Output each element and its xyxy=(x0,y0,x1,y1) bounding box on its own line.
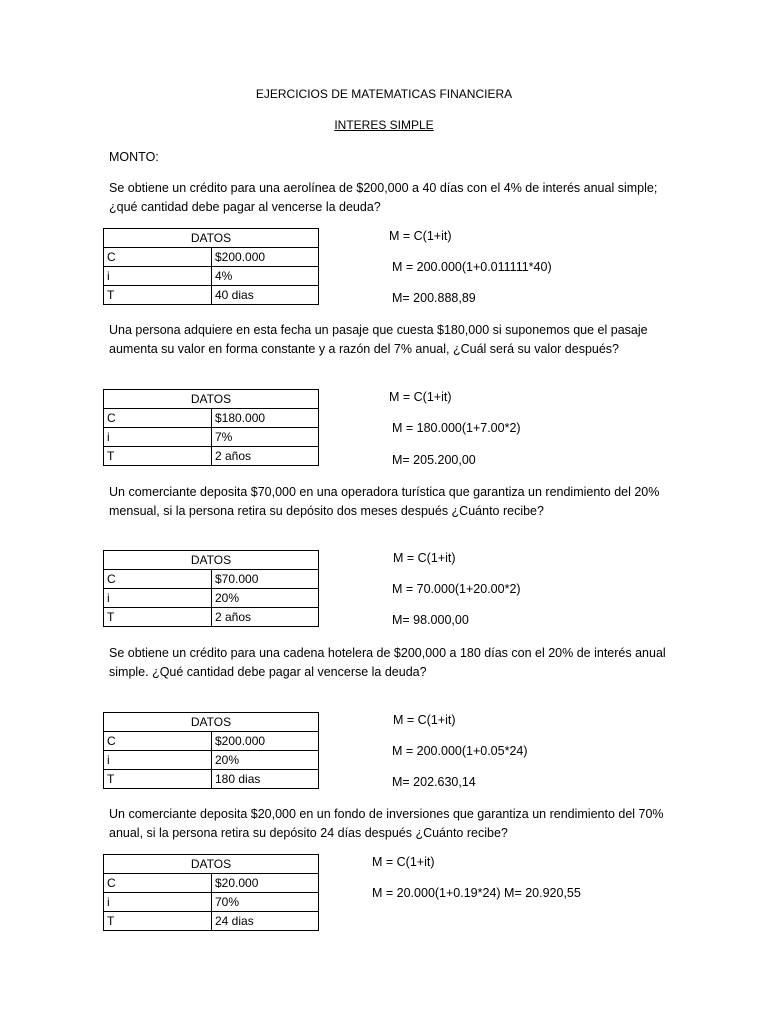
datos-value: 70% xyxy=(212,893,319,912)
document-title: EJERCICIOS DE MATEMATICAS FINANCIERA xyxy=(255,87,513,101)
datos-value: 24 dias xyxy=(212,912,319,931)
datos-table xyxy=(103,389,319,466)
datos-key: i xyxy=(104,428,212,447)
problem-text: Una persona adquiere en esta fecha un pasaje que cuesta $180,000 si suponemos que el pasaje aumenta su valor en forma constante y a razón del 7% anual, ¿Cuál será su valor después? xyxy=(109,323,648,356)
datos-table xyxy=(103,550,319,627)
datos-key: T xyxy=(104,286,212,305)
formula-line: M = C(1+it) xyxy=(389,229,452,243)
section-subtitle: INTERES SIMPLE xyxy=(334,118,434,132)
datos-key: T xyxy=(104,912,212,931)
datos-table xyxy=(103,854,319,931)
problem-text: Se obtiene un crédito para una cadena hotelera de $200,000 a 180 días con el 20% de interés anual simple. ¿Qué cantidad debe pagar al vencerse la deuda? xyxy=(109,646,666,679)
datos-value: 2 años xyxy=(212,447,319,466)
datos-key: i xyxy=(104,267,212,286)
datos-key: C xyxy=(104,409,212,428)
formula-line: M = 180.000(1+7.00*2) xyxy=(392,421,521,435)
datos-key: C xyxy=(104,874,212,893)
section-heading: MONTO: xyxy=(109,150,159,164)
datos-value: $70.000 xyxy=(212,570,319,589)
datos-key: T xyxy=(104,447,212,466)
datos-value: $200.000 xyxy=(212,732,319,751)
formula-line: M = C(1+it) xyxy=(372,855,435,869)
datos-header: DATOS xyxy=(104,229,319,248)
datos-key: T xyxy=(104,608,212,627)
formula-line: M = C(1+it) xyxy=(393,551,456,565)
formula-result: M= 205.200,00 xyxy=(392,453,476,467)
datos-value: 40 dias xyxy=(212,286,319,305)
datos-key: i xyxy=(104,751,212,770)
datos-key: i xyxy=(104,893,212,912)
problem-text: Se obtiene un crédito para una aerolínea de $200,000 a 40 días con el 4% de interés anual simple; ¿qué cantidad debe pagar al vencerse la deuda? xyxy=(109,181,658,214)
datos-value: $20.000 xyxy=(212,874,319,893)
formula-line: M = 200.000(1+0.05*24) xyxy=(392,744,528,758)
datos-key: C xyxy=(104,248,212,267)
formula-result: M= 202.630,14 xyxy=(392,775,476,789)
datos-value: $180.000 xyxy=(212,409,319,428)
formula-line: M = 200.000(1+0.011111*40) xyxy=(392,260,552,274)
datos-value: 7% xyxy=(212,428,319,447)
datos-key: i xyxy=(104,589,212,608)
datos-value: 2 años xyxy=(212,608,319,627)
datos-header: DATOS xyxy=(104,713,319,732)
problem-text: Un comerciante deposita $70,000 en una operadora turística que garantiza un rendimiento del 20% mensual, si la persona retira su depósito dos meses después ¿Cuánto recibe? xyxy=(109,485,660,518)
datos-header: DATOS xyxy=(104,390,319,409)
formula-result: M= 98.000,00 xyxy=(392,613,469,627)
datos-value: 180 dias xyxy=(212,770,319,789)
datos-table xyxy=(103,228,319,305)
datos-value: $200.000 xyxy=(212,248,319,267)
datos-value: 20% xyxy=(212,751,319,770)
datos-key: C xyxy=(104,732,212,751)
formula-result: M= 200.888,89 xyxy=(392,291,476,305)
datos-header: DATOS xyxy=(104,551,319,570)
datos-key: T xyxy=(104,770,212,789)
datos-key: C xyxy=(104,570,212,589)
formula-result: M = 20.000(1+0.19*24) M= 20.920,55 xyxy=(372,886,581,900)
formula-line: M = 70.000(1+20.00*2) xyxy=(392,582,521,596)
datos-table xyxy=(103,712,319,789)
formula-line: M = C(1+it) xyxy=(393,713,456,727)
datos-value: 4% xyxy=(212,267,319,286)
formula-line: M = C(1+it) xyxy=(389,390,452,404)
datos-header: DATOS xyxy=(104,855,319,874)
datos-value: 20% xyxy=(212,589,319,608)
problem-text: Un comerciante deposita $20,000 en un fondo de inversiones que garantiza un rendimiento del 70% anual, si la persona retira su depósito 24 días después ¿Cuánto recibe? xyxy=(109,807,664,840)
